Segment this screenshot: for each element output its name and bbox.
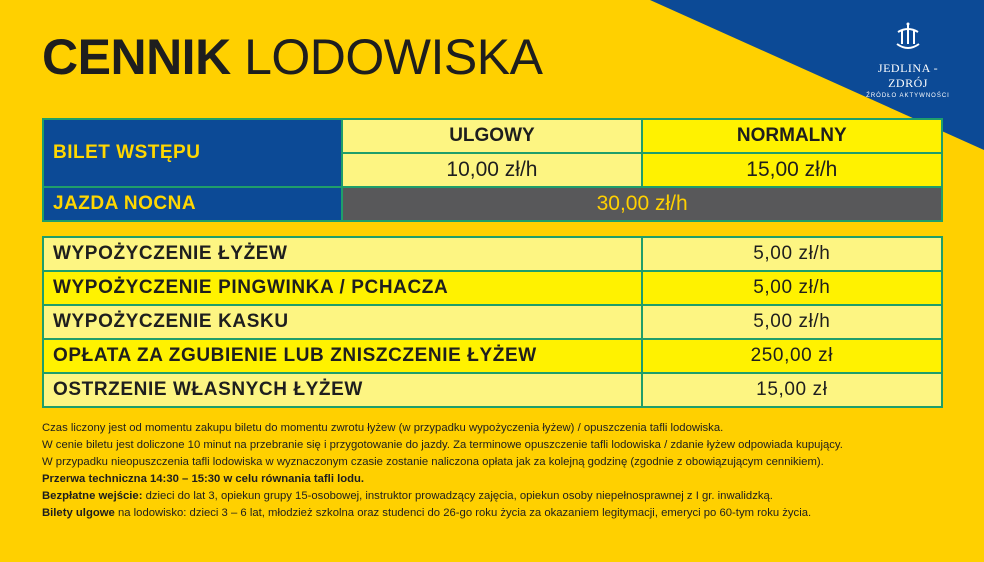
service-price: 250,00 zł xyxy=(642,339,942,373)
ulgowy-header: ULGOWY xyxy=(342,119,641,153)
note-line-bold: Przerwa techniczna 14:30 – 15:30 w celu równania tafli lodu. xyxy=(42,473,365,485)
note-line: Czas liczony jest od momentu zakupu biletu do momentu zwrotu łyżew (w przypadku wypożyczenia łyżew) / opuszczenia tafli lodowiska. xyxy=(42,422,724,434)
note-bold-prefix: Bezpłatne wejście: xyxy=(42,490,143,502)
note-line: W cenie biletu jest doliczone 10 minut na przebranie się i przygotowanie do jazdy. Za terminowe opuszczenie tafli lodowiska / zdanie łyżew odpowiada kupujący. xyxy=(42,439,843,451)
note-line xyxy=(42,488,972,505)
service-label: WYPOŻYCZENIE ŁYŻEW xyxy=(43,237,642,271)
service-price: 15,00 zł xyxy=(642,373,942,407)
services-price-table xyxy=(42,236,943,408)
normalny-price: 15,00 zł/h xyxy=(642,153,942,187)
fountain-icon xyxy=(894,22,922,52)
service-price: 5,00 zł/h xyxy=(642,271,942,305)
note-line: W przypadku nieopuszczenia tafli lodowiska w wyznaczonym czasie zostanie naliczona opłata jak za kolejną godzinę (zgodnie z obowiązującym cennikiem). xyxy=(42,456,824,468)
table-row xyxy=(43,237,942,271)
table-row xyxy=(43,373,942,407)
logo-name: JEDLINA - ZDRÓJ xyxy=(877,61,939,90)
title-rest: LODOWISKA xyxy=(244,29,543,85)
service-label: WYPOŻYCZENIE KASKU xyxy=(43,305,642,339)
note-text: na lodowisko: dzieci 3 – 6 lat, młodzież szkolna oraz studenci do 26-go roku życia za okazaniem legitymacji, emeryci po 60-tym roku życia. xyxy=(114,507,812,519)
night-ride-price: 30,00 zł/h xyxy=(342,187,942,221)
service-label: OSTRZENIE WŁASNYCH ŁYŻEW xyxy=(43,373,642,407)
town-logo xyxy=(858,22,958,99)
logo-tagline: ŹRÓDŁO AKTYWNOŚCI xyxy=(866,93,950,99)
table-row xyxy=(43,339,942,373)
note-line xyxy=(42,505,972,522)
notes-section xyxy=(42,420,972,522)
service-price: 5,00 zł/h xyxy=(642,305,942,339)
page-title xyxy=(42,29,543,85)
ticket-label: BILET WSTĘPU xyxy=(43,119,342,187)
ulgowy-price: 10,00 zł/h xyxy=(342,153,641,187)
ticket-price-table xyxy=(42,118,943,222)
table-row xyxy=(43,271,942,305)
note-text: dzieci do lat 3, opiekun grupy 15-osobowej, instruktor prowadzący zajęcia, opiekun osoby niepełnosprawnej z I gr. inwalidzką. xyxy=(142,490,773,502)
table-row xyxy=(43,305,942,339)
night-ride-label: JAZDA NOCNA xyxy=(43,187,342,221)
service-label: OPŁATA ZA ZGUBIENIE LUB ZNISZCZENIE ŁYŻEW xyxy=(43,339,642,373)
title-bold: CENNIK xyxy=(42,29,231,85)
normalny-header: NORMALNY xyxy=(642,119,942,153)
service-price: 5,00 zł/h xyxy=(642,237,942,271)
service-label: WYPOŻYCZENIE PINGWINKA / PCHACZA xyxy=(43,271,642,305)
note-bold-prefix: Bilety ulgowe xyxy=(42,507,115,519)
